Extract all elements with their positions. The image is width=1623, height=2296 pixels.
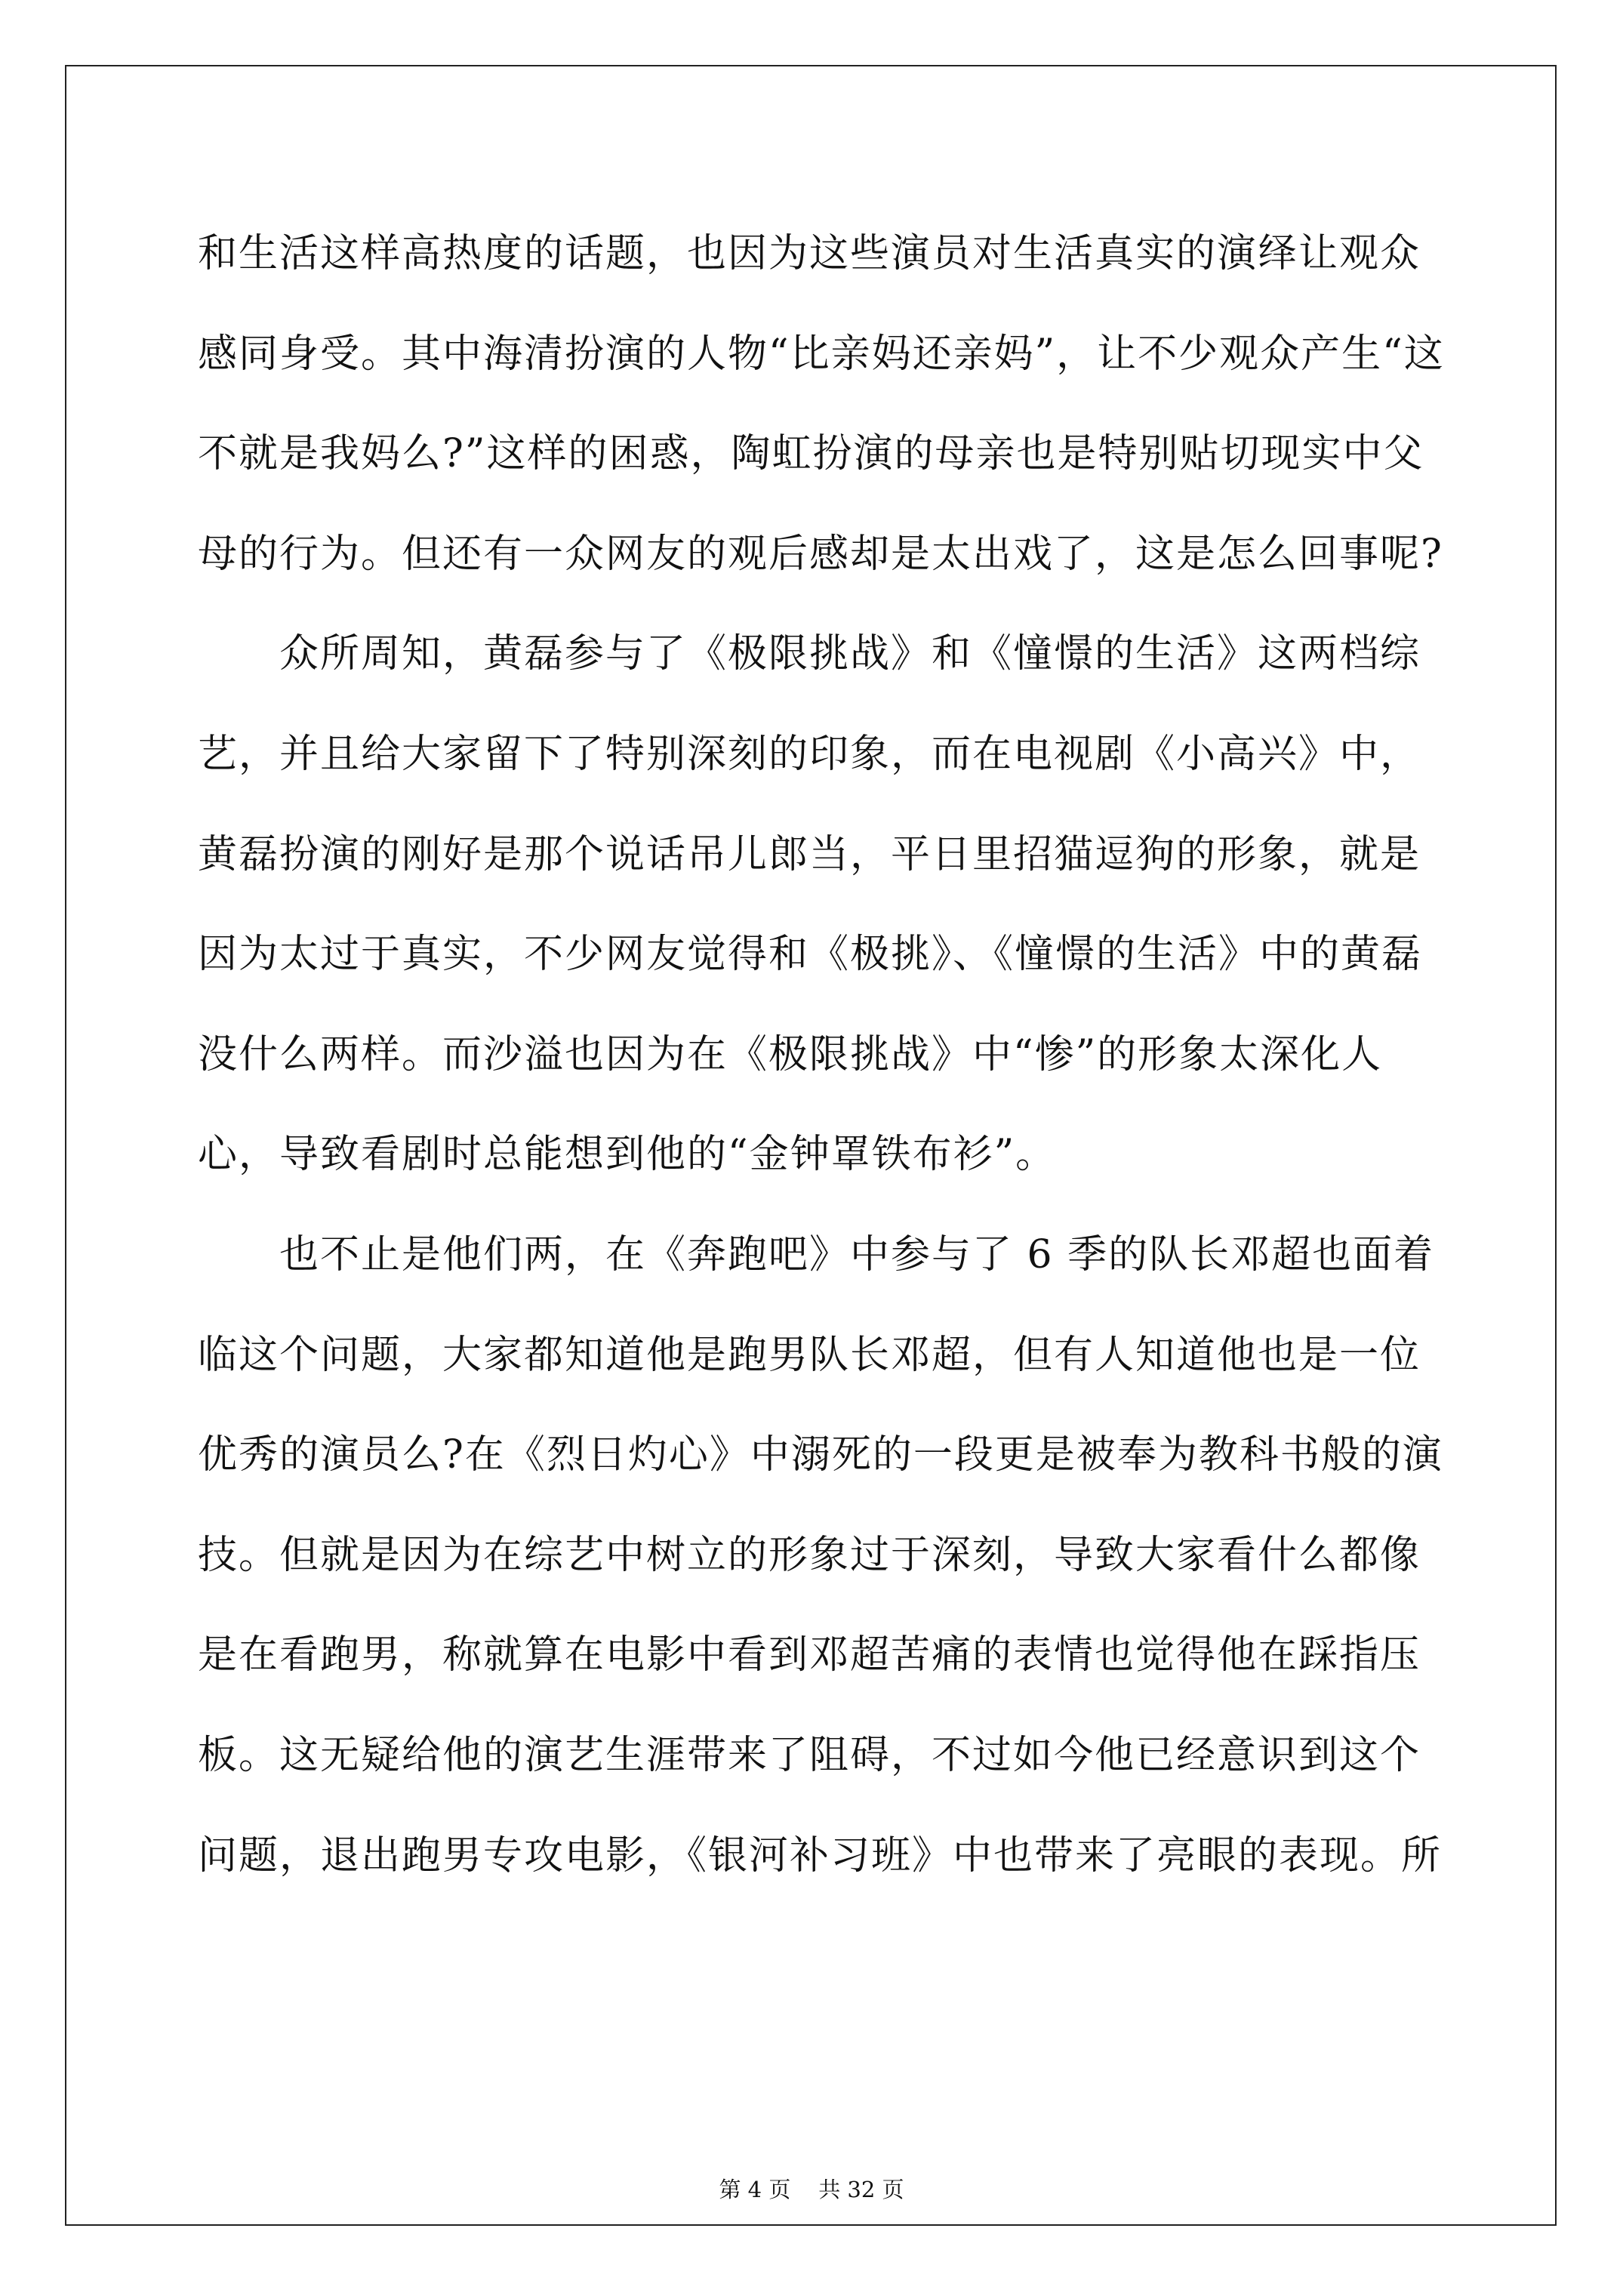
text-line: 艺，并且给大家留下了特别深刻的印象，而在电视剧《小高兴》中， [198,731,1421,777]
paragraph-start-line: 也不止是他们两，在《奔跑吧》中参与了 6 季的队长邓超也面着 [279,1231,1435,1277]
text-line: 板。这无疑给他的演艺生涯带来了阻碍，不过如今他已经意识到这个 [198,1732,1421,1778]
text-line: 优秀的演员么?在《烈日灼心》中溺死的一段更是被奉为教科书般的演 [198,1432,1443,1478]
text-line: 因为太过于真实，不少网友觉得和《极挑》、《憧憬的生活》中的黄磊 [198,932,1423,978]
document-body [198,204,1445,1906]
text-line: 临这个问题，大家都知道他是跑男队长邓超，但有人知道他也是一位 [198,1332,1421,1378]
paragraph-start-line: 众所周知，黄磊参与了《极限挑战》和《憧憬的生活》这两档综 [279,631,1421,677]
text-line: 感同身受。其中海清扮演的人物“比亲妈还亲妈”，让不少观众产生“这 [198,331,1445,377]
text-line: 心，导致看剧时总能想到他的“金钟罩铁布衫”。 [198,1132,1057,1178]
text-line: 问题，退出跑男专攻电影，《银河补习班》中也带来了亮眼的表现。所 [198,1832,1443,1878]
text-line: 没什么两样。而沙溢也因为在《极限挑战》中“惨”的形象太深化人 [198,1031,1383,1077]
text-line: 不就是我妈么?”这样的困惑，陶虹扮演的母亲也是特别贴切现实中父 [198,431,1424,477]
text-line: 是在看跑男，称就算在电影中看到邓超苦痛的表情也觉得他在踩指压 [198,1632,1421,1678]
text-line: 和生活这样高热度的话题，也因为这些演员对生活真实的演绎让观众 [198,231,1421,276]
page-number-footer: 第 4 页 共 32 页 [719,2177,904,2202]
text-line: 技。但就是因为在综艺中树立的形象过于深刻，导致大家看什么都像 [198,1532,1421,1578]
text-line: 母的行为。但还有一众网友的观后感却是太出戏了，这是怎么回事呢? [198,531,1443,577]
text-line: 黄磊扮演的刚好是那个说话吊儿郎当，平日里招猫逗狗的形象，就是 [198,831,1421,877]
